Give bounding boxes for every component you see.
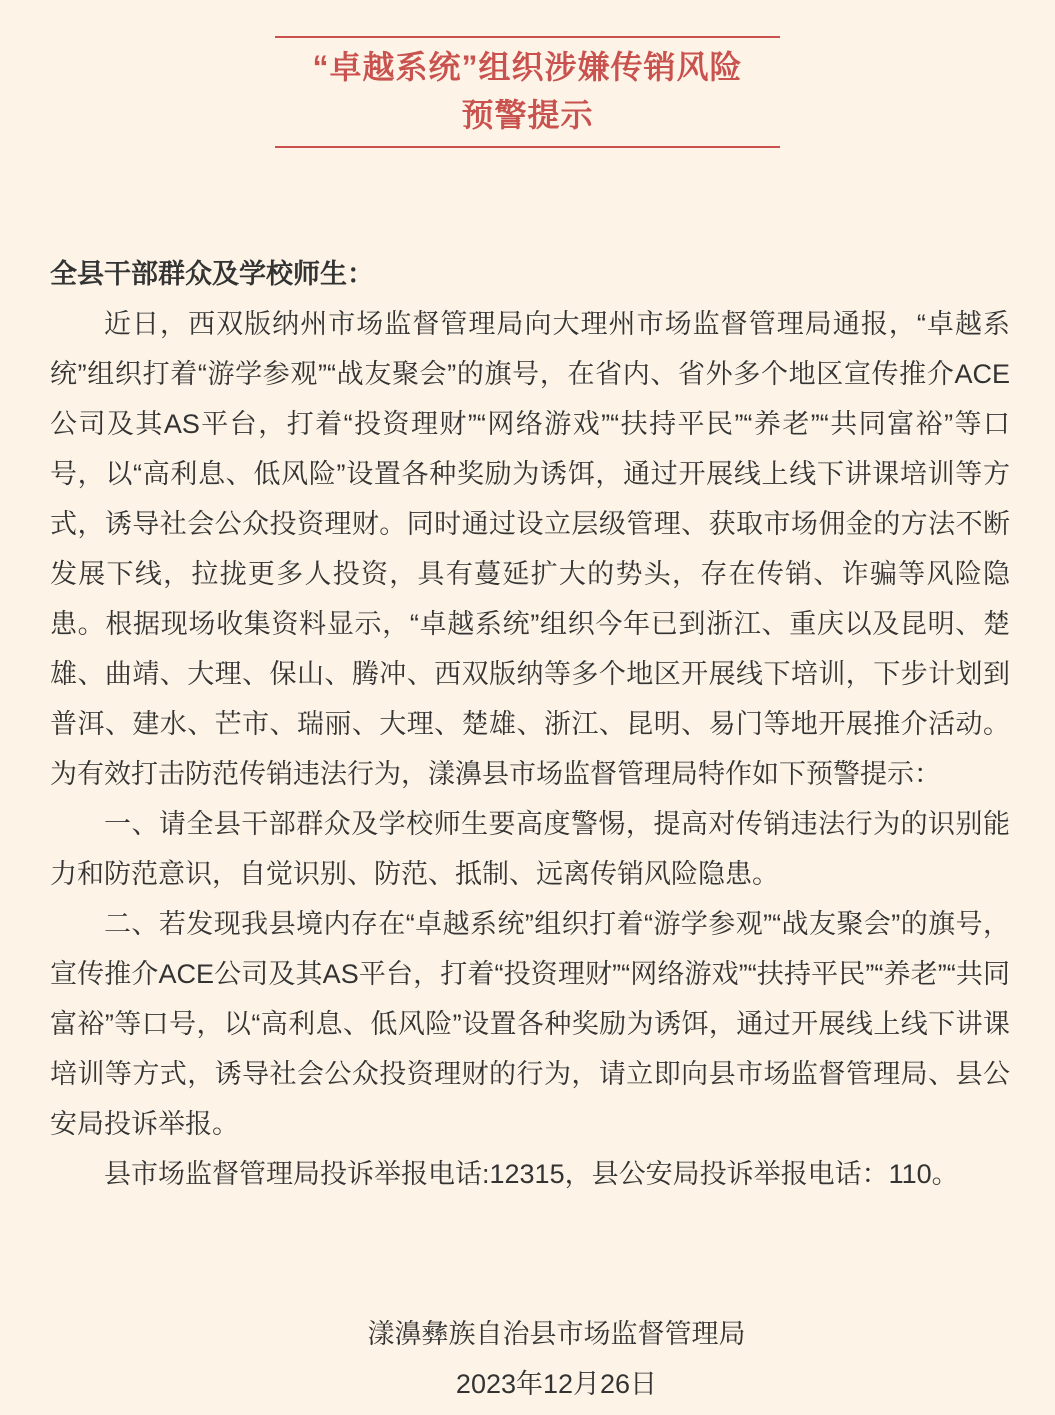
title-block: [275, 0, 780, 148]
salutation: 全县干部群众及学校师生：: [50, 259, 374, 289]
title-line-2: 预警提示: [461, 97, 594, 133]
notice-paragraph-hotlines: 县市场监督管理局投诉举报电话:12315，县公安局投诉举报电话：110。: [104, 1159, 959, 1189]
title-bottom-divider: [275, 146, 780, 148]
notice-paragraph-item-2: 二、若发现我县境内存在“卓越系统”组织打着“游学参观”“战友聚会”的旗号，宣传推介ACE公司及其AS平台，打着“投资理财”“网络游戏”“扶持平民”“养老”“共同富裕”等口号，以“高利息、低风险”设置各种奖励为诱饵，通过开展线上线下讲课培训等方式，诱导社会公众投资理财的行为，请立即向县市场监督管理局、县公安局投诉举报。: [50, 909, 1010, 1139]
title-line-1: “卓越系统”组织涉嫌传销风险: [312, 49, 743, 85]
issue-date: 2023年12月26日: [455, 1369, 658, 1399]
notice-paragraph-item-1: 一、请全县干部群众及学校师生要高度警惕，提高对传销违法行为的识别能力和防范意识，自觉识别、防范、抵制、远离传销风险隐患。: [50, 809, 1010, 889]
notice-paragraph-intro: 近日，西双版纳州市场监督管理局向大理州市场监督管理局通报，“卓越系统”组织打着“游学参观”“战友聚会”的旗号，在省内、省外多个地区宣传推介ACE公司及其AS平台，打着“投资理财”“网络游戏”“扶持平民”“养老”“共同富裕”等口号，以“高利息、低风险”设置各种奖励为诱饵，通过开展线上线下讲课培训等方式，诱导社会公众投资理财。同时通过设立层级管理、获取市场佣金的方法不断发展下线，拉拢更多人投资，具有蔓延扩大的势头，存在传销、诈骗等风险隐患。根据现场收集资料显示，“卓越系统”组织今年已到浙江、重庆以及昆明、楚雄、曲靖、大理、保山、腾冲、西双版纳等多个地区开展线下培训，下步计划到普洱、建水、芒市、瑞丽、大理、楚雄、浙江、昆明、易门等地开展推介活动。为有效打击防范传销违法行为，漾濞县市场监督管理局特作如下预警提示：: [50, 309, 1010, 789]
notice-footer: [58, 1309, 1055, 1409]
page-title: [275, 38, 780, 146]
notice-body: [0, 249, 1055, 1199]
issuing-authority: 漾濞彝族自治县市场监督管理局: [367, 1319, 746, 1349]
